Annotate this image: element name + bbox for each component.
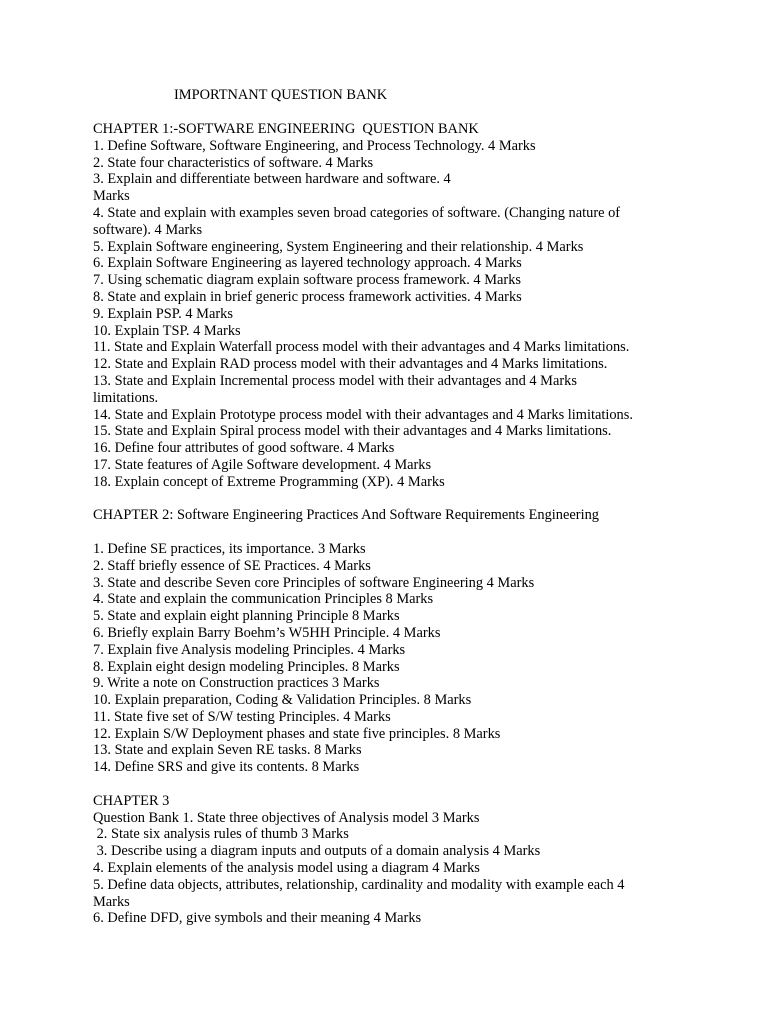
question-line: 8. Explain eight design modeling Principles. 8 Marks xyxy=(93,658,400,675)
question-line: 5. State and explain eight planning Principle 8 Marks xyxy=(93,608,400,625)
question-line: 3. Describe using a diagram inputs and outputs of a domain analysis 4 Marks xyxy=(93,843,541,860)
question-line: Marks xyxy=(93,893,130,910)
document-title: IMPORTNANT QUESTION BANK xyxy=(174,87,388,103)
chapter-3-heading: CHAPTER 3 xyxy=(93,792,170,809)
question-line: 12. State and Explain RAD process model with their advantages and 4 Marks limitations. xyxy=(93,356,608,373)
question-line: 2. Staff briefly essence of SE Practices. 4 Marks xyxy=(93,557,371,574)
question-line: Question Bank 1. State three objectives of Analysis model 3 Marks xyxy=(93,809,480,826)
question-line: 11. State five set of S/W testing Principles. 4 Marks xyxy=(93,708,391,725)
chapter-1-questions xyxy=(93,138,683,491)
question-line: 6. Define DFD, give symbols and their meaning 4 Marks xyxy=(93,910,422,927)
question-line: 8. State and explain in brief generic process framework activities. 4 Marks xyxy=(93,288,522,305)
question-line: 16. Define four attributes of good software. 4 Marks xyxy=(93,440,395,457)
question-line: 18. Explain concept of Extreme Programming (XP). 4 Marks xyxy=(93,473,445,490)
question-line: 5. Explain Software engineering, System Engineering and their relationship. 4 Marks xyxy=(93,238,584,255)
question-line: 6. Briefly explain Barry Boehm’s W5HH Principle. 4 Marks xyxy=(93,624,441,641)
paragraph-spacer xyxy=(93,491,683,508)
paragraph-spacer xyxy=(93,776,683,793)
chapter-3-questions xyxy=(93,810,683,928)
paragraph-spacer xyxy=(93,524,683,541)
question-line: 7. Using schematic diagram explain software process framework. 4 Marks xyxy=(93,272,521,289)
chapter-1-section xyxy=(93,121,683,491)
question-line: 3. State and describe Seven core Principles of software Engineering 4 Marks xyxy=(93,574,535,591)
question-line: 4. Explain elements of the analysis model using a diagram 4 Marks xyxy=(93,860,480,877)
question-line: 5. Define data objects, attributes, relationship, cardinality and modality with example each 4 xyxy=(93,876,625,893)
question-line: 7. Explain five Analysis modeling Principles. 4 Marks xyxy=(93,641,406,658)
question-line: 14. Define SRS and give its contents. 8 Marks xyxy=(93,759,360,776)
question-line: 13. State and explain Seven RE tasks. 8 Marks xyxy=(93,742,362,759)
question-line: 15. State and Explain Spiral process model with their advantages and 4 Marks limitations. xyxy=(93,423,612,440)
question-line: 2. State four characteristics of software. 4 Marks xyxy=(93,154,374,171)
question-line: 4. State and explain with examples seven broad categories of software. (Changing nature of xyxy=(93,204,621,221)
question-line: 12. Explain S/W Deployment phases and state five principles. 8 Marks xyxy=(93,725,501,742)
document-body xyxy=(93,121,683,927)
chapter-2-questions xyxy=(93,541,683,776)
question-line: 11. State and Explain Waterfall process model with their advantages and 4 Marks limitations. xyxy=(93,339,630,356)
question-line: 4. State and explain the communication Principles 8 Marks xyxy=(93,591,434,608)
question-line: 10. Explain TSP. 4 Marks xyxy=(93,322,241,339)
question-line: 2. State six analysis rules of thumb 3 Marks xyxy=(93,826,349,843)
question-line: 3. Explain and differentiate between hardware and software. 4 xyxy=(93,171,451,188)
chapter-2-heading: CHAPTER 2: Software Engineering Practices And Software Requirements Engineering xyxy=(93,507,599,524)
chapter-3-section xyxy=(93,793,683,927)
question-line: limitations. xyxy=(93,389,159,406)
chapter-1-heading: CHAPTER 1:-SOFTWARE ENGINEERING QUESTION BANK xyxy=(93,121,479,137)
question-line: 9. Write a note on Construction practices 3 Marks xyxy=(93,675,380,692)
question-line: 14. State and Explain Prototype process model with their advantages and 4 Marks limitations. xyxy=(93,406,633,423)
question-line: 1. Define SE practices, its importance. 3 Marks xyxy=(93,540,366,557)
chapter-2-section xyxy=(93,507,683,776)
question-line: 13. State and Explain Incremental process model with their advantages and 4 Marks xyxy=(93,372,577,389)
question-line: 10. Explain preparation, Coding & Validation Principles. 8 Marks xyxy=(93,692,472,709)
question-line: 1. Define Software, Software Engineering, and Process Technology. 4 Marks xyxy=(93,137,536,154)
question-line: software). 4 Marks xyxy=(93,221,203,238)
question-line: 6. Explain Software Engineering as layered technology approach. 4 Marks xyxy=(93,255,522,272)
question-line: 17. State features of Agile Software development. 4 Marks xyxy=(93,456,432,473)
question-line: 9. Explain PSP. 4 Marks xyxy=(93,305,233,322)
question-line: Marks xyxy=(93,188,130,205)
